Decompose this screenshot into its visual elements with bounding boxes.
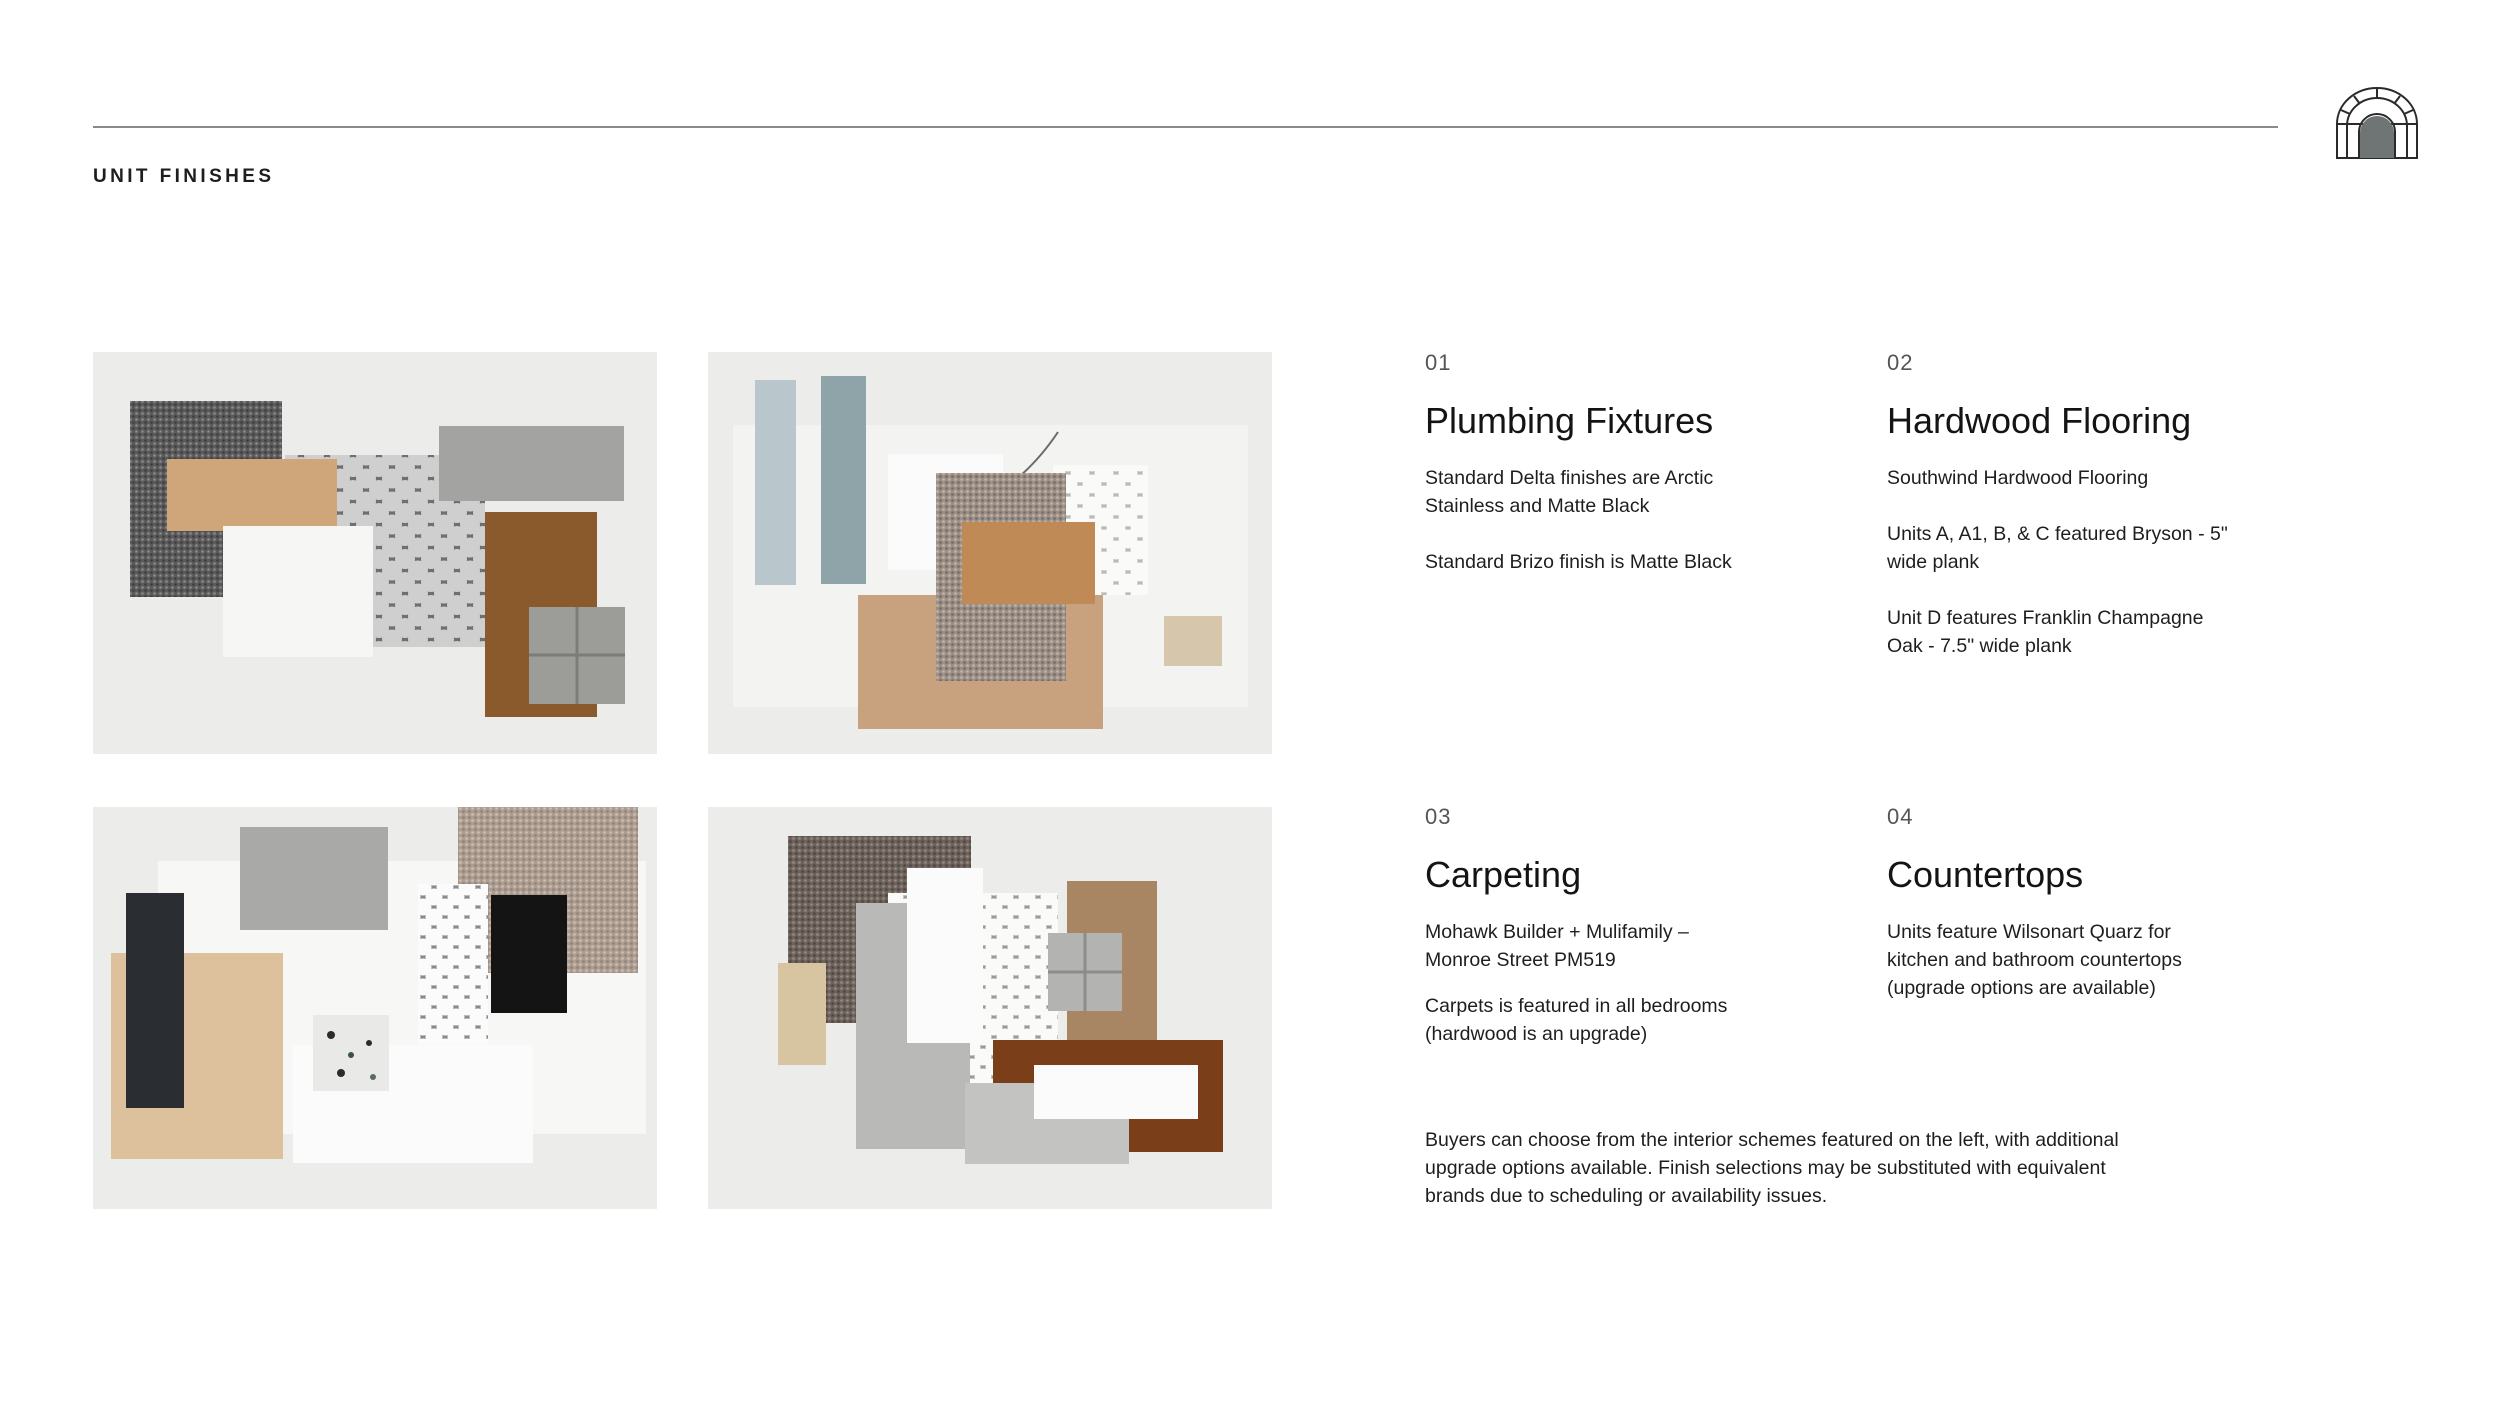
finish-number: 01: [1425, 350, 1452, 375]
finish-description: Units feature Wilsonart Quarz for kitchen and bathroom countertops (upgrade options are available): [1887, 921, 2182, 999]
selection-footnote: Buyers can choose from the interior schemes featured on the left, with additional upgrade options available. Finish selections may be substituted with equivalent brands due to scheduling or availability issues.: [1425, 1129, 2119, 1207]
finish-description: Unit D features Franklin Champagne Oak - 7.5" wide plank: [1887, 607, 2204, 657]
finish-description: Southwind Hardwood Flooring: [1887, 467, 2149, 489]
finish-number: 02: [1887, 350, 1914, 375]
finish-description: Carpets is featured in all bedrooms (hardwood is an upgrade): [1425, 995, 1728, 1045]
finish-countertops: [1887, 804, 2307, 1030]
section-title: UNIT FINISHES: [93, 166, 275, 187]
arch-window-icon: [2334, 86, 2420, 160]
finish-number: 03: [1425, 804, 1452, 829]
finish-description: Standard Delta finishes are Arctic Stainless and Matte Black: [1425, 467, 1714, 517]
finish-carpeting: [1425, 804, 1845, 1076]
header-rule: [93, 126, 2278, 128]
finish-plumbing-fixtures: [1425, 350, 1845, 604]
finish-board-1: [93, 352, 657, 754]
finish-board-4: [708, 807, 1272, 1209]
finish-description: Standard Brizo finish is Matte Black: [1425, 551, 1732, 573]
finish-board-3: [93, 807, 657, 1209]
finish-description: Mohawk Builder + Mulifamily – Monroe Street PM519: [1425, 921, 1689, 971]
finish-number: 04: [1887, 804, 1914, 829]
finish-title: Hardwood Flooring: [1887, 400, 2192, 441]
finish-board-2: [708, 352, 1272, 754]
finish-title: Countertops: [1887, 854, 2084, 895]
finish-description: Units A, A1, B, & C featured Bryson - 5" wide plank: [1887, 523, 2228, 573]
finish-hardwood-flooring: [1887, 350, 2307, 688]
finish-title: Plumbing Fixtures: [1425, 400, 1714, 441]
finish-title: Carpeting: [1425, 854, 1582, 895]
